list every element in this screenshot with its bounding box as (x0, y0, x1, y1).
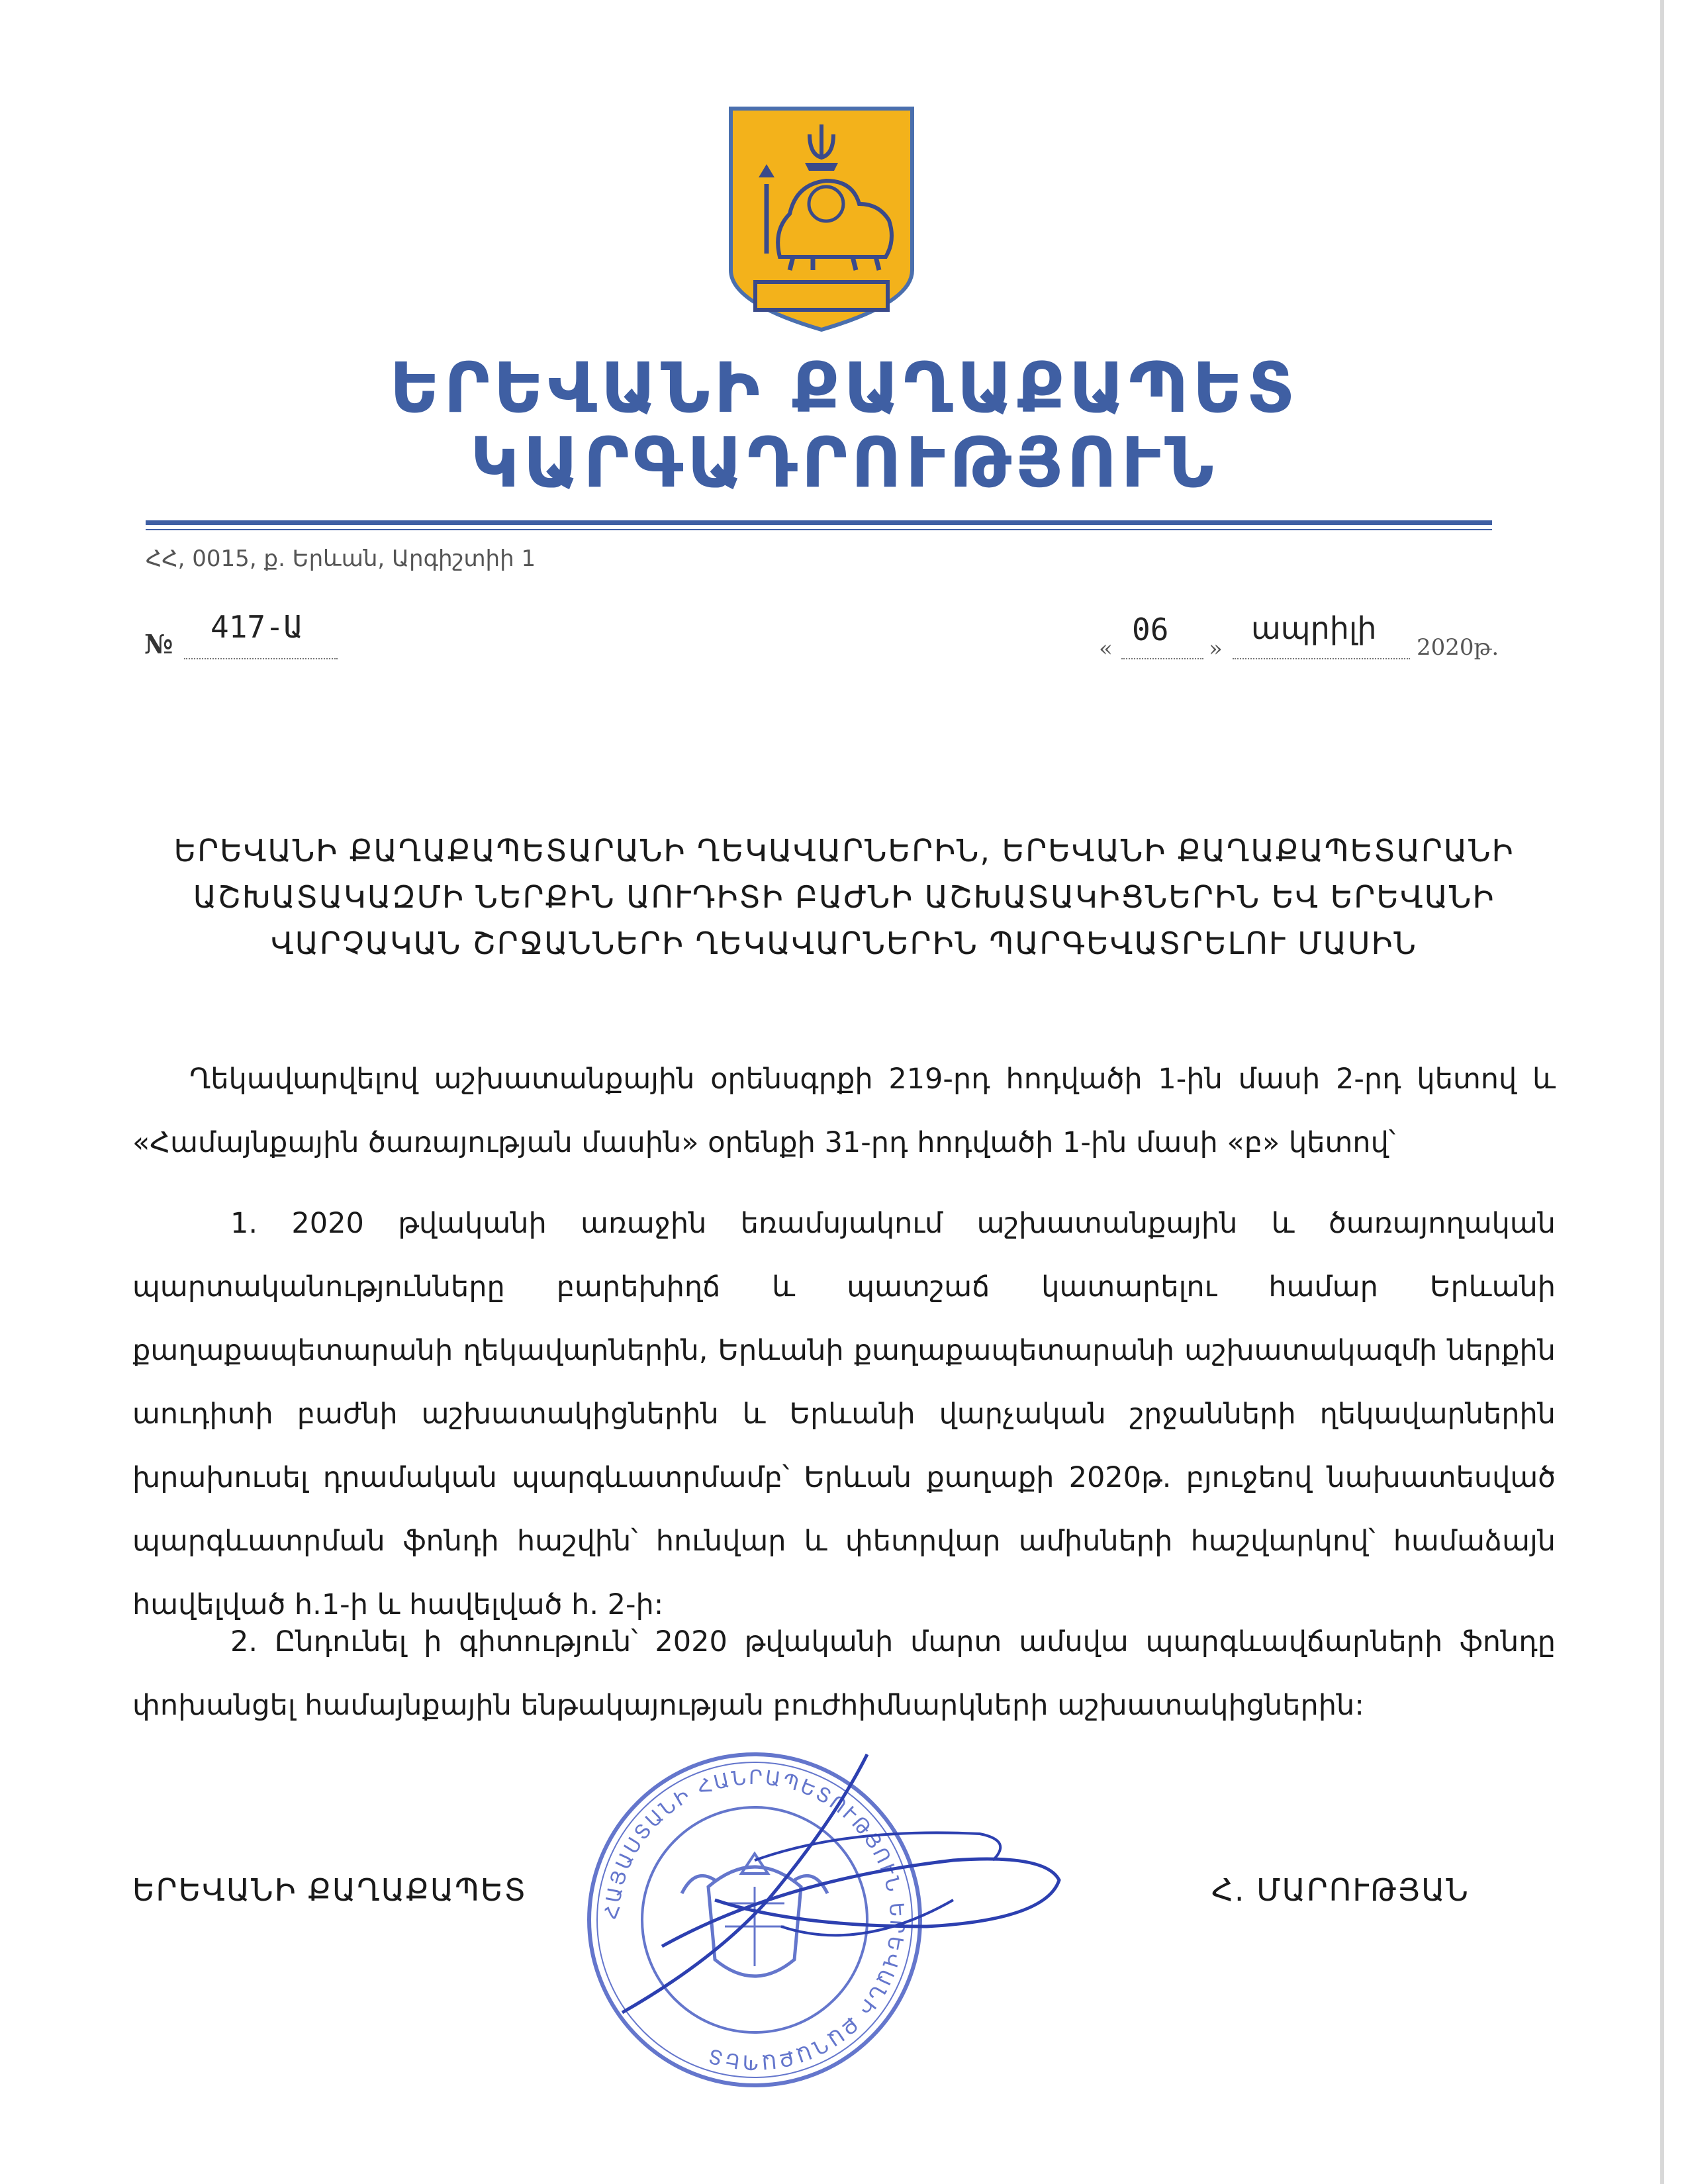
date-year: 2020թ. (1417, 634, 1499, 661)
document-title (119, 828, 1569, 967)
scan-edge (1660, 0, 1664, 2184)
signatory-position: ԵՐԵՎԱՆԻ ՔԱՂԱՔԱՊԵՏ (132, 1872, 528, 1908)
document-title-line: ԵՐԵՎԱՆԻ ՔԱՂԱՔԱՊԵՏԱՐԱՆԻ ՂԵԿԱՎԱՐՆԵՐԻՆ, ԵՐԵՎԱՆԻ ՔԱՂԱՔԱՊԵՏԱՐԱՆԻ (173, 833, 1515, 869)
document-title-line: ՎԱՐՉԱԿԱՆ ՇՐՋԱՆՆԵՐԻ ՂԵԿԱՎԱՐՆԵՐԻՆ ՊԱՐԳԵՎԱՏՐԵԼՈՒ ՄԱՍԻՆ (271, 926, 1417, 961)
document-title-line: ԱՇԽԱՏԱԿԱԶՄԻ ՆԵՐՔԻՆ ԱՈՒԴԻՏԻ ԲԱԺՆԻ ԱՇԽԱՏԱԿԻՑՆԵՐԻՆ ԵՎ ԵՐԵՎԱՆԻ (193, 879, 1495, 915)
signatory-name: Հ. ՄԱՐՈՒԹՅԱՆ (1211, 1872, 1470, 1908)
address: ՀՀ, 0015, ք. Երևան, Արգիշտիի 1 (146, 546, 536, 572)
date-open-quote: « (1099, 636, 1113, 662)
header-title-line-2: ԿԱՐԳԱԴՐՈՒԹՅՈՒՆ (470, 422, 1218, 503)
header-title-line-1: ԵՐԵՎԱՆԻ ՔԱՂԱՔԱՊԵՏ (389, 348, 1299, 428)
intro-paragraph: Ղեկավարվելով աշխատանքային օրենսգրքի 219-րդ հոդվածի 1-ին մասի 2-րդ կետով և «Համայնքային ծառայության մասին» օրենքի 31-րդ հոդվածի 1-ին մասի «բ» կետով՝ (132, 1063, 1556, 1159)
seal-text: ՀԱՅԱՍՏԱՆԻ ՀԱՆՐԱՊԵՏՈՒԹՅՈՒՆ ԵՐԵՎԱՆԻ ՔԱՂԱՔԱՊԵՏ (600, 1766, 909, 2074)
paragraph-1: 1. 2020 թվականի առաջին եռամսյակում աշխատանքային և ծառայողական պարտականությունները բարեխիղճ և պատշաճ կատարելու համար Երևանի քաղաքապետարանի ղեկավարներին, Երևանի քաղաքապետարանի աշխատակազմի ներքին աուդիտի բաժնի աշխատակիցներին և Երևանի վարչական շրջանների ղեկավարներին խրախուսել դրամական պարգևատրմամբ՝ Երևան քաղաքի 2020թ. բյուջեով նախատեսված պարգևատրման ֆոնդի հաշվին՝ հունվար և փետրվար ամիսների հաշվարկով՝ համաձայն հավելված հ.1-ի և հավելված հ. 2-ի: (132, 1207, 1556, 1621)
decree-number: 417-Ա (211, 609, 303, 645)
date-month-line (1233, 658, 1410, 659)
date-day-line (1121, 658, 1203, 659)
date-day: 06 (1132, 612, 1169, 647)
number-line (184, 658, 338, 659)
paragraph-2: 2. Ընդունել ի գիտություն՝ 2020 թվականի մարտ ամսվա պարգևավճարների ֆոնդը փոխանցել համայնքային ենթակայության բուժհիմնարկների աշխատակիցներին: (132, 1625, 1556, 1722)
date-close-quote: » (1209, 636, 1223, 662)
number-label: № (144, 629, 173, 660)
handwritten-signature (583, 1728, 1086, 2019)
date-month: ապրիլի (1251, 610, 1377, 646)
header-rule-thin (146, 529, 1492, 530)
yerevan-emblem-icon (727, 105, 916, 334)
header-rule (146, 520, 1492, 525)
